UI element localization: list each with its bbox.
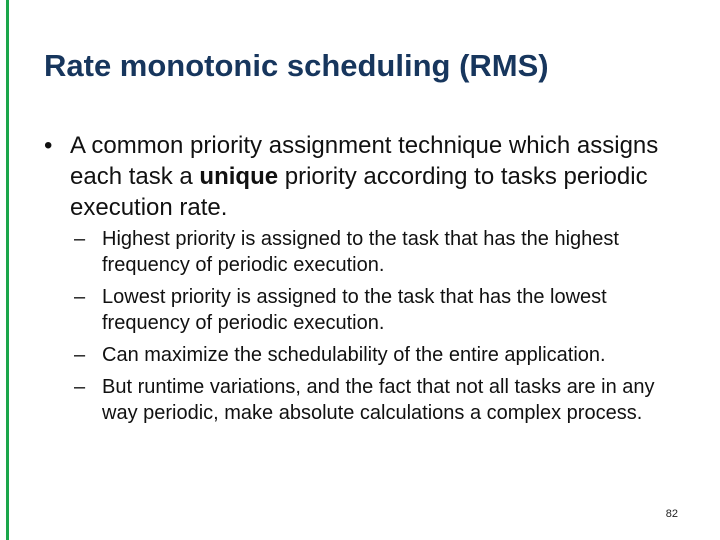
main-bullet-emphasis: unique [199,163,279,190]
sub-bullet-marker: – [74,286,86,308]
sub-bullet-marker: – [74,228,86,250]
sub-bullet-marker: – [74,376,86,398]
sub-bullet-text: Can maximize the schedulability of the entire application. [102,344,606,366]
sub-bullet-text: Highest priority is assigned to the task that has the highest frequency of periodic execution. [102,228,619,276]
sub-bullet-text: Lowest priority is assigned to the task that has the lowest frequency of periodic execution. [102,286,607,334]
accent-bar [6,0,9,540]
main-bullet [44,130,684,223]
sub-bullet-marker: – [74,344,86,366]
sub-bullet-text: But runtime variations, and the fact that not all tasks are in any way periodic, make absolute calculations a complex process. [102,376,655,424]
sub-bullet-list [74,226,684,432]
bullet-marker: • [44,132,53,159]
main-bullet-text-end: priority according to tasks periodic execution rate. [70,163,648,221]
sub-bullet-item [74,342,684,368]
sub-bullet-item [74,374,684,426]
sub-bullet-item [74,284,684,336]
sub-bullet-item [74,226,684,278]
main-bullet-text [70,130,684,223]
main-bullet-text-start: A common priority assignment technique which assigns each task a [70,132,659,190]
slide-title: Rate monotonic scheduling (RMS) [44,48,549,83]
page-number: 82 [665,508,678,520]
